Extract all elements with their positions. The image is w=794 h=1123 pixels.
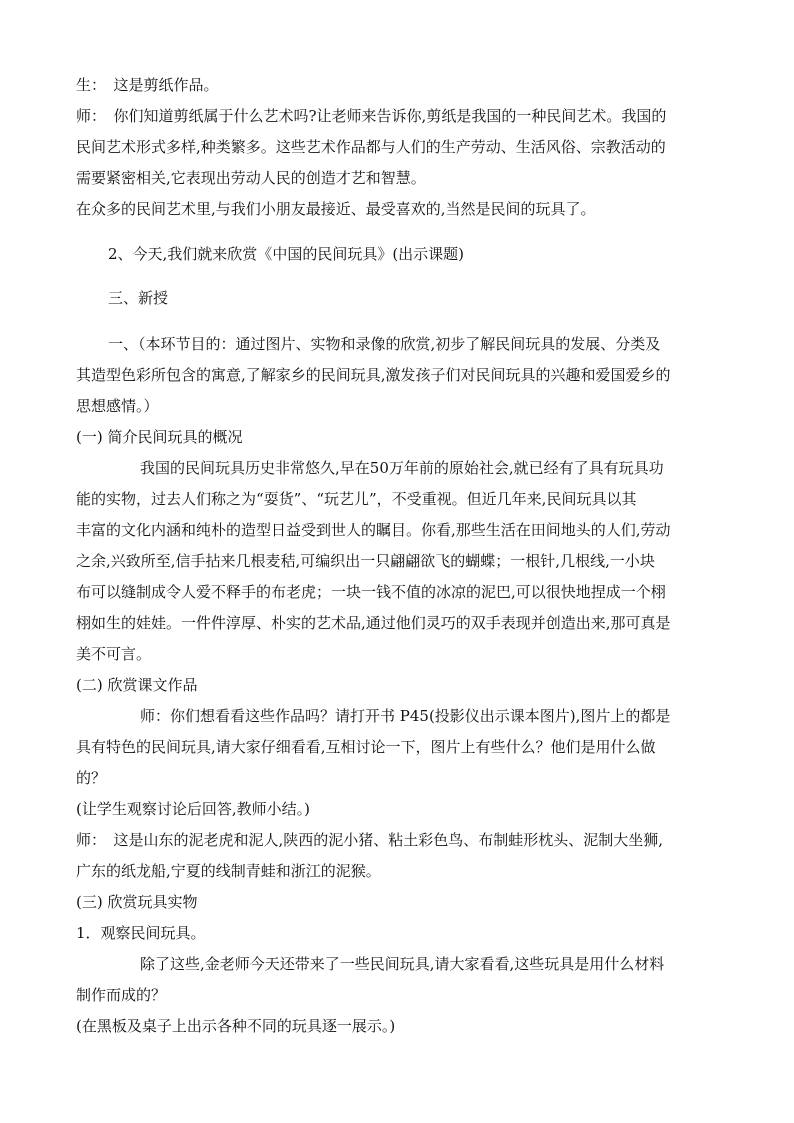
text-line: 民间艺术形式多样,种类繁多。这些艺术作品都与人们的生产劳动、生活风俗、宗教活动的 — [76, 138, 666, 156]
text-line: 我国的民间玩具历史非常悠久,早在50万年前的原始社会,就已经有了具有玩具功 — [140, 459, 664, 477]
text-line: 1．观察民间玩具。 — [76, 924, 206, 942]
text-line: 之余,兴致所至,信手拈来几根麦秸,可编织出一只翩翩欲飞的蝴蝶；一根针,几根线,一小块 — [76, 552, 655, 570]
text-line: 的？ — [76, 769, 107, 787]
text-line: 师：你们想看看这些作品吗？请打开书 P45(投影仪出示课本图片),图片上的都是 — [140, 707, 671, 725]
text-line: 师： 你们知道剪纸属于什么艺术吗?让老师来告诉你,剪纸是我国的一种民间艺术。我国的 — [76, 107, 667, 125]
text-line: 生： 这是剪纸作品。 — [76, 76, 219, 94]
text-line: 美不可言。 — [76, 645, 152, 663]
text-line: 在众多的民间艺术里,与我们小朋友最接近、最受喜欢的,当然是民间的玩具了。 — [76, 200, 596, 218]
text-line: 除了这些,金老师今天还带来了一些民间玩具,请大家看看,这些玩具是用什么材料 — [140, 955, 665, 973]
text-line: 2、今天,我们就来欣赏《中国的民间玩具》(出示课题) — [108, 245, 465, 263]
text-line: (让学生观察讨论后回答,教师小结。) — [76, 800, 310, 818]
text-line: 布可以缝制成令人爱不释手的布老虎；一块一钱不值的冰凉的泥巴,可以很快地捏成一个栩 — [76, 583, 666, 601]
text-line: 需要紧密相关,它表现出劳动人民的创造才艺和智慧。 — [76, 169, 426, 187]
text-line: 师： 这是山东的泥老虎和泥人,陕西的泥小猪、粘土彩色鸟、布制蛙形枕头、泥制大坐狮, — [76, 831, 664, 849]
text-line: 具有特色的民间玩具,请大家仔细看看,互相讨论一下，图片上有些什么？他们是用什么做 — [76, 738, 656, 756]
text-line: 丰富的文化内涵和纯朴的造型日益受到世人的瞩目。你看,那些生活在田间地头的人们,劳动 — [76, 521, 671, 539]
section-heading: 三、新授 — [108, 289, 169, 307]
text-line: 其造型色彩所包含的寓意,了解家乡的民间玩具,激发孩子们对民间玩具的兴趣和爱国爱乡的 — [76, 366, 671, 384]
text-line: 广东的纸龙船,宁夏的线制青蛙和浙江的泥猴。 — [76, 862, 381, 880]
text-line: 制作而成的？ — [76, 986, 167, 1004]
subsection-heading: (二) 欣赏课文作品 — [76, 676, 198, 694]
text-line: 能的实物，过去人们称之为“耍货”、“玩艺儿”，不受重视。但近几年来,民间玩具以其 — [76, 490, 637, 508]
subsection-heading: (一) 简介民间玩具的概况 — [76, 428, 243, 446]
text-line: 思想感情。） — [76, 397, 159, 415]
text-line: 栩如生的娃娃。一件件淳厚、朴实的艺术品,通过他们灵巧的双手表现并创造出来,那可真是 — [76, 614, 671, 632]
subsection-heading: (三) 欣赏玩具实物 — [76, 893, 198, 911]
text-line: (在黑板及桌子上出示各种不同的玩具逐一展示。) — [76, 1017, 396, 1035]
text-line: 一、（本环节目的：通过图片、实物和录像的欣赏,初步了解民间玩具的发展、分类及 — [108, 335, 661, 353]
